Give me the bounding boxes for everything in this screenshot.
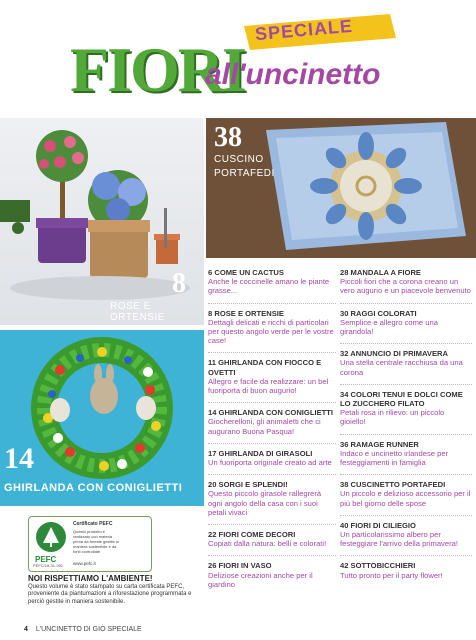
- toc-separator: [208, 524, 336, 525]
- toc-item-title: 28 MANDALA A FIORE: [340, 268, 422, 277]
- photo-rose-label: ROSE E ORTENSIE: [110, 301, 165, 323]
- toc-item: [340, 474, 472, 508]
- masthead-fiori: FIORI: [70, 34, 245, 105]
- pefc-cert-line: fonti controllate: [73, 549, 101, 554]
- environment-text: Questo volume è stato stampato su carta certificata PEFC, proveniente da piantumazioni a riforestazione programmata e perciò gestite in maniera sostenibile.: [28, 584, 192, 605]
- toc-item-title: 38 CUSCINETTO PORTAFEDI: [340, 480, 446, 490]
- toc-separator: [208, 402, 336, 403]
- toc-item-title: 22 FIORI COME DECORI: [208, 530, 296, 540]
- toc-item: [208, 524, 336, 548]
- toc-item-title: 34 COLORI TENUI E DOLCI COME LO ZUCCHERO FILATO: [340, 389, 463, 409]
- toc-item-desc: Questo piccolo girasole rallegrerà ogni angolo della casa con i suoi petali vivaci: [208, 489, 322, 517]
- toc-item-desc: Indaco e uncinetto irlandese per festeggiamenti in famiglia: [340, 448, 449, 468]
- toc-item: [340, 515, 472, 549]
- toc-separator: [340, 384, 472, 385]
- pefc-box: [28, 516, 152, 572]
- toc-item-title: 6 COME UN CACTUS: [208, 268, 284, 277]
- toc-item-title: 36 RAMAGE RUNNER: [340, 439, 419, 449]
- photo-cuscino-label1: CUSCINO: [214, 154, 264, 165]
- toc-item-desc: Dettagli delicati e ricchi di particolari per questo angolo verde per le vostre case!: [208, 317, 334, 346]
- toc-item-title: 32 ANNUNCIO DI PRIMAVERA: [340, 349, 449, 359]
- toc-item-desc: Anche le coccinelle amano le piante grasse...: [208, 277, 330, 296]
- toc-separator: [340, 474, 472, 475]
- toc-item-desc: Tutto pronto per il party flower!: [340, 570, 443, 580]
- page-number: 4: [24, 626, 28, 633]
- toc-separator: [208, 352, 336, 353]
- toc-item-desc: Petali rosa in rilievo: un piccolo gioiello!: [340, 408, 445, 427]
- photo-cuscino-label2: PORTAFEDI: [214, 168, 275, 179]
- toc-column-left: [208, 268, 336, 596]
- pefc-tree-icon: [35, 521, 67, 553]
- toc-item: [208, 352, 336, 395]
- toc-item: [208, 402, 336, 436]
- toc-item: [340, 384, 472, 427]
- toc-separator: [340, 515, 472, 516]
- toc-item-desc: Un piccolo e delizioso accessorio per il più bel giorno delle spose: [340, 489, 471, 508]
- pefc-url: www.pefc.it: [73, 561, 96, 566]
- wreath-illustration: [0, 330, 204, 506]
- masthead-uncinetto: all'uncinetto: [205, 58, 381, 91]
- toc-item: [340, 434, 472, 468]
- toc-item-title: 8 ROSE E ORTENSIE: [208, 308, 284, 318]
- toc-item: [208, 443, 336, 467]
- magazine-name: L'UNCINETTO DI GIÒ SPECIALE: [35, 626, 142, 633]
- toc-item-desc: Una stella centrale racchiusa da una corona: [340, 358, 463, 377]
- toc-item: [340, 343, 472, 377]
- toc-item: [208, 555, 336, 589]
- toc-item-title: 26 FIORI IN VASO: [208, 561, 272, 571]
- photo-ghirlanda: [0, 330, 204, 506]
- photo-rose-number: 8: [172, 268, 186, 299]
- photo-rose-ortensie: [0, 118, 204, 325]
- toc-separator: [208, 555, 336, 556]
- toc-separator: [208, 303, 336, 304]
- toc-item-title: 17 GHIRLANDA DI GIRASOLI: [208, 448, 313, 458]
- toc-item-desc: Un fuoriporta originale creato ad arte: [208, 458, 332, 468]
- pefc-code: PEFC/18-31-992: [33, 563, 64, 568]
- pefc-cert-lines: [73, 529, 147, 554]
- toc-item-desc: Deliziose creazioni anche per il giardino: [208, 570, 313, 589]
- pefc-cert-line: Questo prodotto è: [73, 529, 106, 534]
- toc-item-title: 40 FIORI DI CILIEGIO: [340, 520, 416, 530]
- environment-title: NOI RISPETTIAMO L'AMBIENTE!: [28, 574, 153, 583]
- toc-item-title: 30 RAGGI COLORATI: [340, 308, 417, 318]
- toc-item-title: 42 SOTTOBICCHIERI: [340, 561, 416, 571]
- toc-item: [208, 268, 336, 296]
- pefc-cert-line: realizzato con materia: [73, 534, 113, 539]
- toc-item: [208, 303, 336, 346]
- photo-ghirlanda-label: GHIRLANDA CON CONIGLIETTI: [4, 482, 183, 494]
- toc-item-desc: Copiati dalla natura: belli e colorati!: [208, 539, 327, 549]
- toc-item-desc: Semplice e allegro come una girandola!: [340, 317, 438, 337]
- toc-item-desc: Allegro e facile da realizzare: un bel fuoriporta di buon augurio!: [208, 376, 329, 396]
- photo-cuscino: [206, 118, 476, 258]
- photo-cuscino-number: 38: [214, 122, 242, 153]
- masthead: [0, 0, 476, 112]
- toc-item-desc: Un particolarissimo albero per festeggiare l'arrivo della primavera!: [340, 530, 458, 549]
- pefc-cert-title: Certificato PEFC: [73, 521, 113, 527]
- photo-ghirlanda-number: 14: [4, 442, 34, 475]
- masthead-speciale: SPECIALE: [254, 15, 354, 45]
- toc-item: [208, 474, 336, 517]
- cushion-illustration: [206, 118, 476, 258]
- toc-separator: [340, 434, 472, 435]
- toc-item: [340, 555, 472, 579]
- environment-note: [28, 574, 204, 606]
- toc-separator: [340, 303, 472, 304]
- toc-item-title: 14 GHIRLANDA CON CONIGLIETTI: [208, 408, 334, 418]
- toc-item-title: 20 SORGI E SPLENDI!: [208, 480, 288, 490]
- pefc-cert-line: prima da foreste gestite in: [73, 539, 120, 544]
- pefc-cert-line: maniera sostenibile e da: [73, 544, 117, 549]
- toc-item-title: 11 GHIRLANDA CON FIOCCO E OVETTI: [208, 358, 322, 377]
- pefc-logo-text: PEFC: [35, 555, 57, 564]
- toc-column-right: [340, 268, 472, 587]
- toc-item-desc: Giocherelloni, gli animaletti che ci augurano Buona Pasqua!: [208, 417, 321, 436]
- toc-item: [340, 268, 472, 296]
- toc-separator: [208, 443, 336, 444]
- page-footer: [24, 626, 142, 633]
- toc-separator: [208, 474, 336, 475]
- toc-item-desc: Piccoli fiori che a corona creano un vero augurio e un piacevole benvenuto: [340, 277, 471, 296]
- toc-item: [340, 303, 472, 337]
- toc-separator: [340, 343, 472, 344]
- toc-separator: [340, 555, 472, 556]
